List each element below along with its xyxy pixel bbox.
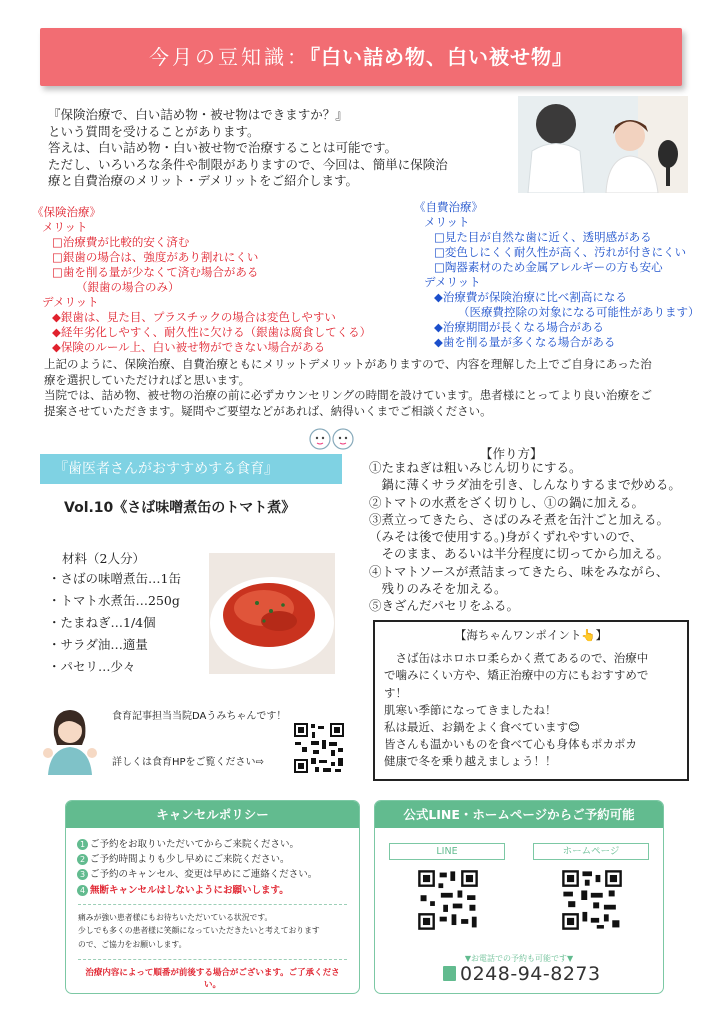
self-pay-merit: □陶器素材のため金属アレルギーの方も安心: [434, 260, 663, 274]
kids-illustration: [303, 424, 363, 456]
cancel-policy-item: [77, 852, 359, 867]
cancel-policy-item: [77, 867, 359, 882]
ingredient-item: ・トマト水煮缶…250g: [48, 593, 180, 608]
insurance-demerit: ◆銀歯は、見た目、プラスチックの場合は変色しやすい: [52, 310, 336, 324]
method-step: ①たまねぎは粗いみじん切りにする。: [369, 460, 582, 475]
cancel-policy-text: ご予約をお取りいただいてからご来院ください。: [90, 839, 300, 850]
method-step: （みそは後で使用する。)身がくずれやすいので、: [369, 529, 643, 545]
self-pay-merit: □見た目が自然な歯に近く、透明感がある: [434, 230, 652, 244]
insurance-merit-label: メリット: [42, 220, 88, 234]
phone-number-text: 0248-94-8273: [460, 963, 601, 985]
intro-line: 『保険治療で、白い詰め物・被せ物はできますか？』: [48, 107, 348, 122]
one-point-box: [373, 620, 689, 781]
explanation-line: ので、ご協力をお願いします。: [78, 939, 187, 949]
method-step: ④トマトソースが煮詰まってきたら、味をみながら、: [369, 563, 669, 579]
insurance-demerit: ◆保険のルール上、白い被せ物ができない場合がある: [52, 340, 326, 354]
monthly-tip-banner: [40, 28, 682, 86]
insurance-merit: □銀歯の場合は、強度があり割れにくい: [52, 250, 259, 264]
intro-line: 答えは、白い詰め物・白い被せ物で治療することは可能です。: [48, 140, 398, 155]
self-pay-title: 《自費治療》: [414, 200, 483, 214]
number-badge-icon: 4: [77, 885, 88, 896]
staff-intro-text: 食育記事担当当院DAうみちゃんです！: [112, 711, 287, 722]
one-point-line: す！: [384, 685, 407, 700]
food-hp-link-text[interactable]: 詳しくは食育HPをご覧ください⇨: [112, 757, 264, 768]
insurance-treatment-list: [32, 205, 371, 355]
ingredients-list: [48, 568, 181, 678]
dentist-patient-photo: [518, 96, 688, 193]
number-badge-icon: 2: [77, 854, 88, 865]
cancel-policy-list: [66, 828, 359, 898]
cancel-policy-explanation: [78, 904, 347, 952]
homepage-qr-code[interactable]: [561, 869, 623, 931]
insurance-demerit: ◆経年劣化しやすく、耐久性に欠ける（銀歯は腐食してくる）: [52, 325, 372, 339]
cancel-policy-note: 治療内容によって順番が前後する場合がございます。ご了承ください。: [78, 959, 347, 990]
intro-text: [48, 107, 518, 190]
summary-line: 療を選択していただければと思います。: [44, 372, 251, 387]
cancel-policy-panel: [65, 800, 360, 994]
summary-line: 上記のように、保険治療、自費治療ともにメリットデメリットがありますので、内容を理解した上でご自身にあった治: [44, 357, 652, 371]
ingredient-item: ・パセリ…少々: [48, 659, 136, 674]
cancel-policy-warning: 無断キャンセルはしないようにお願いします。: [90, 884, 289, 896]
method-step: ⑤きざんだパセリをふる。: [369, 598, 520, 614]
food-hp-qr-code[interactable]: [293, 722, 345, 774]
method-step: ③煮立ってきたら、さばのみそ煮を缶汁ごと加える。: [369, 511, 670, 527]
insurance-demerit-label: デメリット: [42, 295, 99, 309]
self-pay-demerit-label: デメリット: [424, 275, 481, 289]
cancel-policy-item: [77, 883, 359, 898]
intro-line: 療と自費治療のメリット・デメリットをご紹介します。: [48, 173, 359, 188]
explanation-line: 痛みが強い患者様にもお待ちいただいている状況です。: [78, 912, 273, 922]
insurance-merit-note: （銀歯の場合のみ）: [76, 280, 180, 294]
self-pay-demerit: ◆治療期間が長くなる場合がある: [434, 320, 604, 334]
method-step: ②トマトの水煮をざく切りし、①の鍋に加える。: [369, 494, 645, 510]
self-pay-demerit: ◆治療費が保険治療に比べ割高になる: [434, 290, 627, 304]
method-list: [369, 459, 699, 615]
intro-line: ただし、いろいろな条件や制限がありますので、今回は、簡単に保険治: [48, 156, 448, 172]
reservation-title: 公式LINE・ホームページからご予約可能: [375, 801, 663, 828]
insurance-merit: □治療費が比較的安く済む: [52, 235, 190, 249]
method-title: 【作り方】: [480, 446, 543, 461]
one-point-line: 私は最近、お鍋をよく食べています😊: [384, 720, 580, 735]
reservation-panel: [374, 800, 664, 994]
method-step: そのまま、あるいは半分程度に切ってから加える。: [369, 546, 670, 562]
one-point-line: 健康で冬を乗り越えましょう！！: [384, 754, 557, 769]
cancel-policy-title: キャンセルポリシー: [66, 801, 359, 828]
line-label: LINE: [389, 843, 505, 860]
summary-text: [44, 357, 692, 419]
recipe-food-photo: [209, 553, 335, 674]
self-pay-treatment-list: [414, 200, 700, 350]
cancel-policy-text: ご予約時間よりも少し早めにご来院ください。: [90, 854, 290, 866]
one-point-line: 皆さんも温かいものを食べて心も身体もポカポカ: [384, 737, 637, 752]
cancel-policy-text: ご予約のキャンセル、変更は早めにご連絡ください。: [90, 869, 318, 881]
self-pay-demerit: ◆歯を削る量が多くなる場合がある: [434, 335, 616, 349]
one-point-line: さば缶はホロホロ柔らかく煮てあるので、治療中: [384, 651, 649, 666]
explanation-line: 少しでも多くの患者様に笑顔になっていただきたいと考えております: [78, 926, 320, 936]
self-pay-merit-label: メリット: [424, 215, 470, 229]
method-step: 鍋に薄くサラダ油を引き、しんなりするまで炒める。: [369, 477, 681, 493]
ingredient-item: ・さばの味噌煮缶…1缶: [48, 571, 181, 586]
recipe-banner: 『歯医者さんがおすすめする食育』: [40, 454, 342, 484]
phone-icon: [443, 966, 456, 981]
summary-line: 当院では、詰め物、被せ物の治療の前に必ずカウンセリングの時間を設けています。患者様にとってより良い治療をご: [44, 388, 652, 402]
one-point-line: で噛みにくい方や、矯正治療中の方にもおすすめで: [384, 668, 649, 683]
method-step: 残りのみそを加える。: [369, 581, 507, 597]
ingredient-item: ・たまねぎ…1/4個: [48, 615, 156, 630]
line-qr-code[interactable]: [417, 869, 479, 931]
self-pay-demerit-note: （医療費控除の対象になる可能性があります）: [458, 305, 700, 319]
one-point-title: 【海ちゃんワンポイント👆】: [454, 628, 608, 642]
recipe-title: Vol.10《さば味噌煮缶のトマト煮》: [64, 500, 296, 516]
phone-reservation-note: ▼お電話での予約も可能です▼: [464, 954, 574, 963]
insurance-title: 《保険治療》: [32, 205, 101, 219]
cancel-policy-item: [77, 837, 359, 852]
insurance-merit: □歯を削る量が少なくて済む場合がある: [52, 265, 259, 279]
ingredients-title: 材料（2人分）: [62, 551, 145, 566]
staff-illustration: [40, 705, 98, 775]
intro-line: という質問を受けることがあります。: [48, 123, 260, 139]
summary-line: 提案させていただきます。疑問やご要望などがあれば、納得いくまでご相談ください。: [44, 403, 492, 418]
phone-number[interactable]: [443, 963, 601, 985]
number-badge-icon: 1: [77, 839, 88, 850]
self-pay-merit: □変色しにくく耐久性が高く、汚れが付きにくい: [434, 245, 687, 259]
homepage-label: ホームページ: [533, 843, 649, 860]
number-badge-icon: 3: [77, 869, 88, 880]
one-point-line: 肌寒い季節になってきましたね！: [384, 702, 557, 717]
banner-prefix: 今月の豆知識：: [149, 45, 310, 69]
banner-title: 『白い詰め物、白い被せ物』: [310, 45, 573, 69]
ingredient-item: ・サラダ油…適量: [48, 637, 148, 652]
